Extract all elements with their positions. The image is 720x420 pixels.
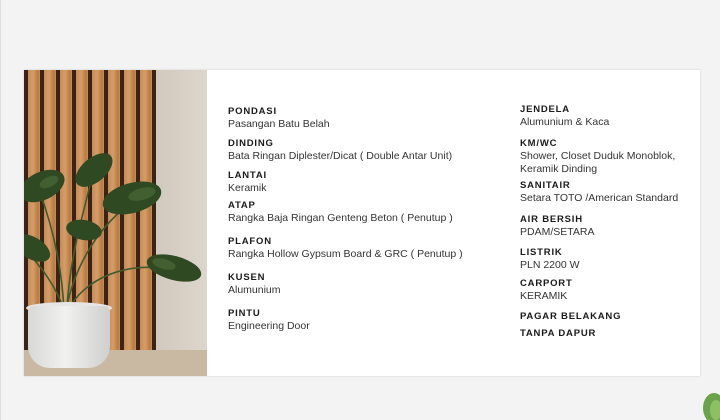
spec-pagar-belakang [520, 311, 621, 323]
spec-value: Shower, Closet Duduk Monoblok, [520, 150, 676, 162]
spec-label: AIR BERSIH [520, 214, 583, 225]
spec-label: DINDING [228, 138, 274, 149]
spec-label: LANTAI [228, 170, 267, 181]
spec-value: Keramik [228, 182, 267, 194]
spec-label: SANITAIR [520, 180, 571, 191]
spec-value: Alumunium & Kaca [520, 116, 610, 128]
spec-air-bersih [520, 214, 594, 239]
spec-dinding [228, 138, 452, 163]
spec-lantai [228, 170, 267, 195]
spec-label: TANPA DAPUR [520, 328, 597, 339]
spec-kmwc [520, 138, 675, 176]
spec-label: JENDELA [520, 104, 570, 115]
spec-value: Pasangan Batu Belah [228, 118, 330, 130]
spec-value: Rangka Baja Ringan Genteng Beton ( Penutup ) [228, 212, 453, 224]
spec-label: PINTU [228, 308, 261, 319]
spec-sanitair [520, 180, 678, 205]
spec-plafon [228, 236, 463, 261]
spec-label: PLAFON [228, 236, 272, 247]
spec-label: PAGAR BELAKANG [520, 311, 622, 322]
spec-kusen [228, 272, 281, 297]
spec-label: PONDASI [228, 106, 277, 117]
spec-carport [520, 278, 573, 303]
spec-value: Setara TOTO /American Standard [520, 192, 679, 204]
spec-jendela [520, 104, 609, 129]
spec-label: KUSEN [228, 272, 266, 283]
leaf-icon [694, 386, 720, 420]
spec-value: PDAM/SETARA [520, 226, 595, 238]
spec-pondasi [228, 106, 330, 131]
spec-value: Bata Ringan Diplester/Dicat ( Double Antar Unit) [228, 150, 453, 162]
spec-value: Rangka Hollow Gypsum Board & GRC ( Penutup ) [228, 248, 463, 260]
spec-pintu [228, 308, 310, 333]
spec-atap [228, 200, 453, 225]
spec-label: KM/WC [520, 138, 558, 149]
page-edge-line [0, 0, 1, 420]
spec-value: PLN 2200 W [520, 259, 580, 271]
spec-label: LISTRIK [520, 247, 563, 258]
spec-value: Engineering Door [228, 320, 310, 332]
specs-area [24, 70, 700, 376]
spec-card [24, 70, 700, 376]
spec-tanpa-dapur [520, 328, 596, 340]
spec-value: Alumunium [228, 284, 281, 296]
spec-label: ATAP [228, 200, 256, 211]
spec-value: KERAMIK [520, 290, 568, 302]
spec-listrik [520, 247, 580, 272]
spec-label: CARPORT [520, 278, 573, 289]
spec-value-line2: Keramik Dinding [520, 163, 598, 175]
